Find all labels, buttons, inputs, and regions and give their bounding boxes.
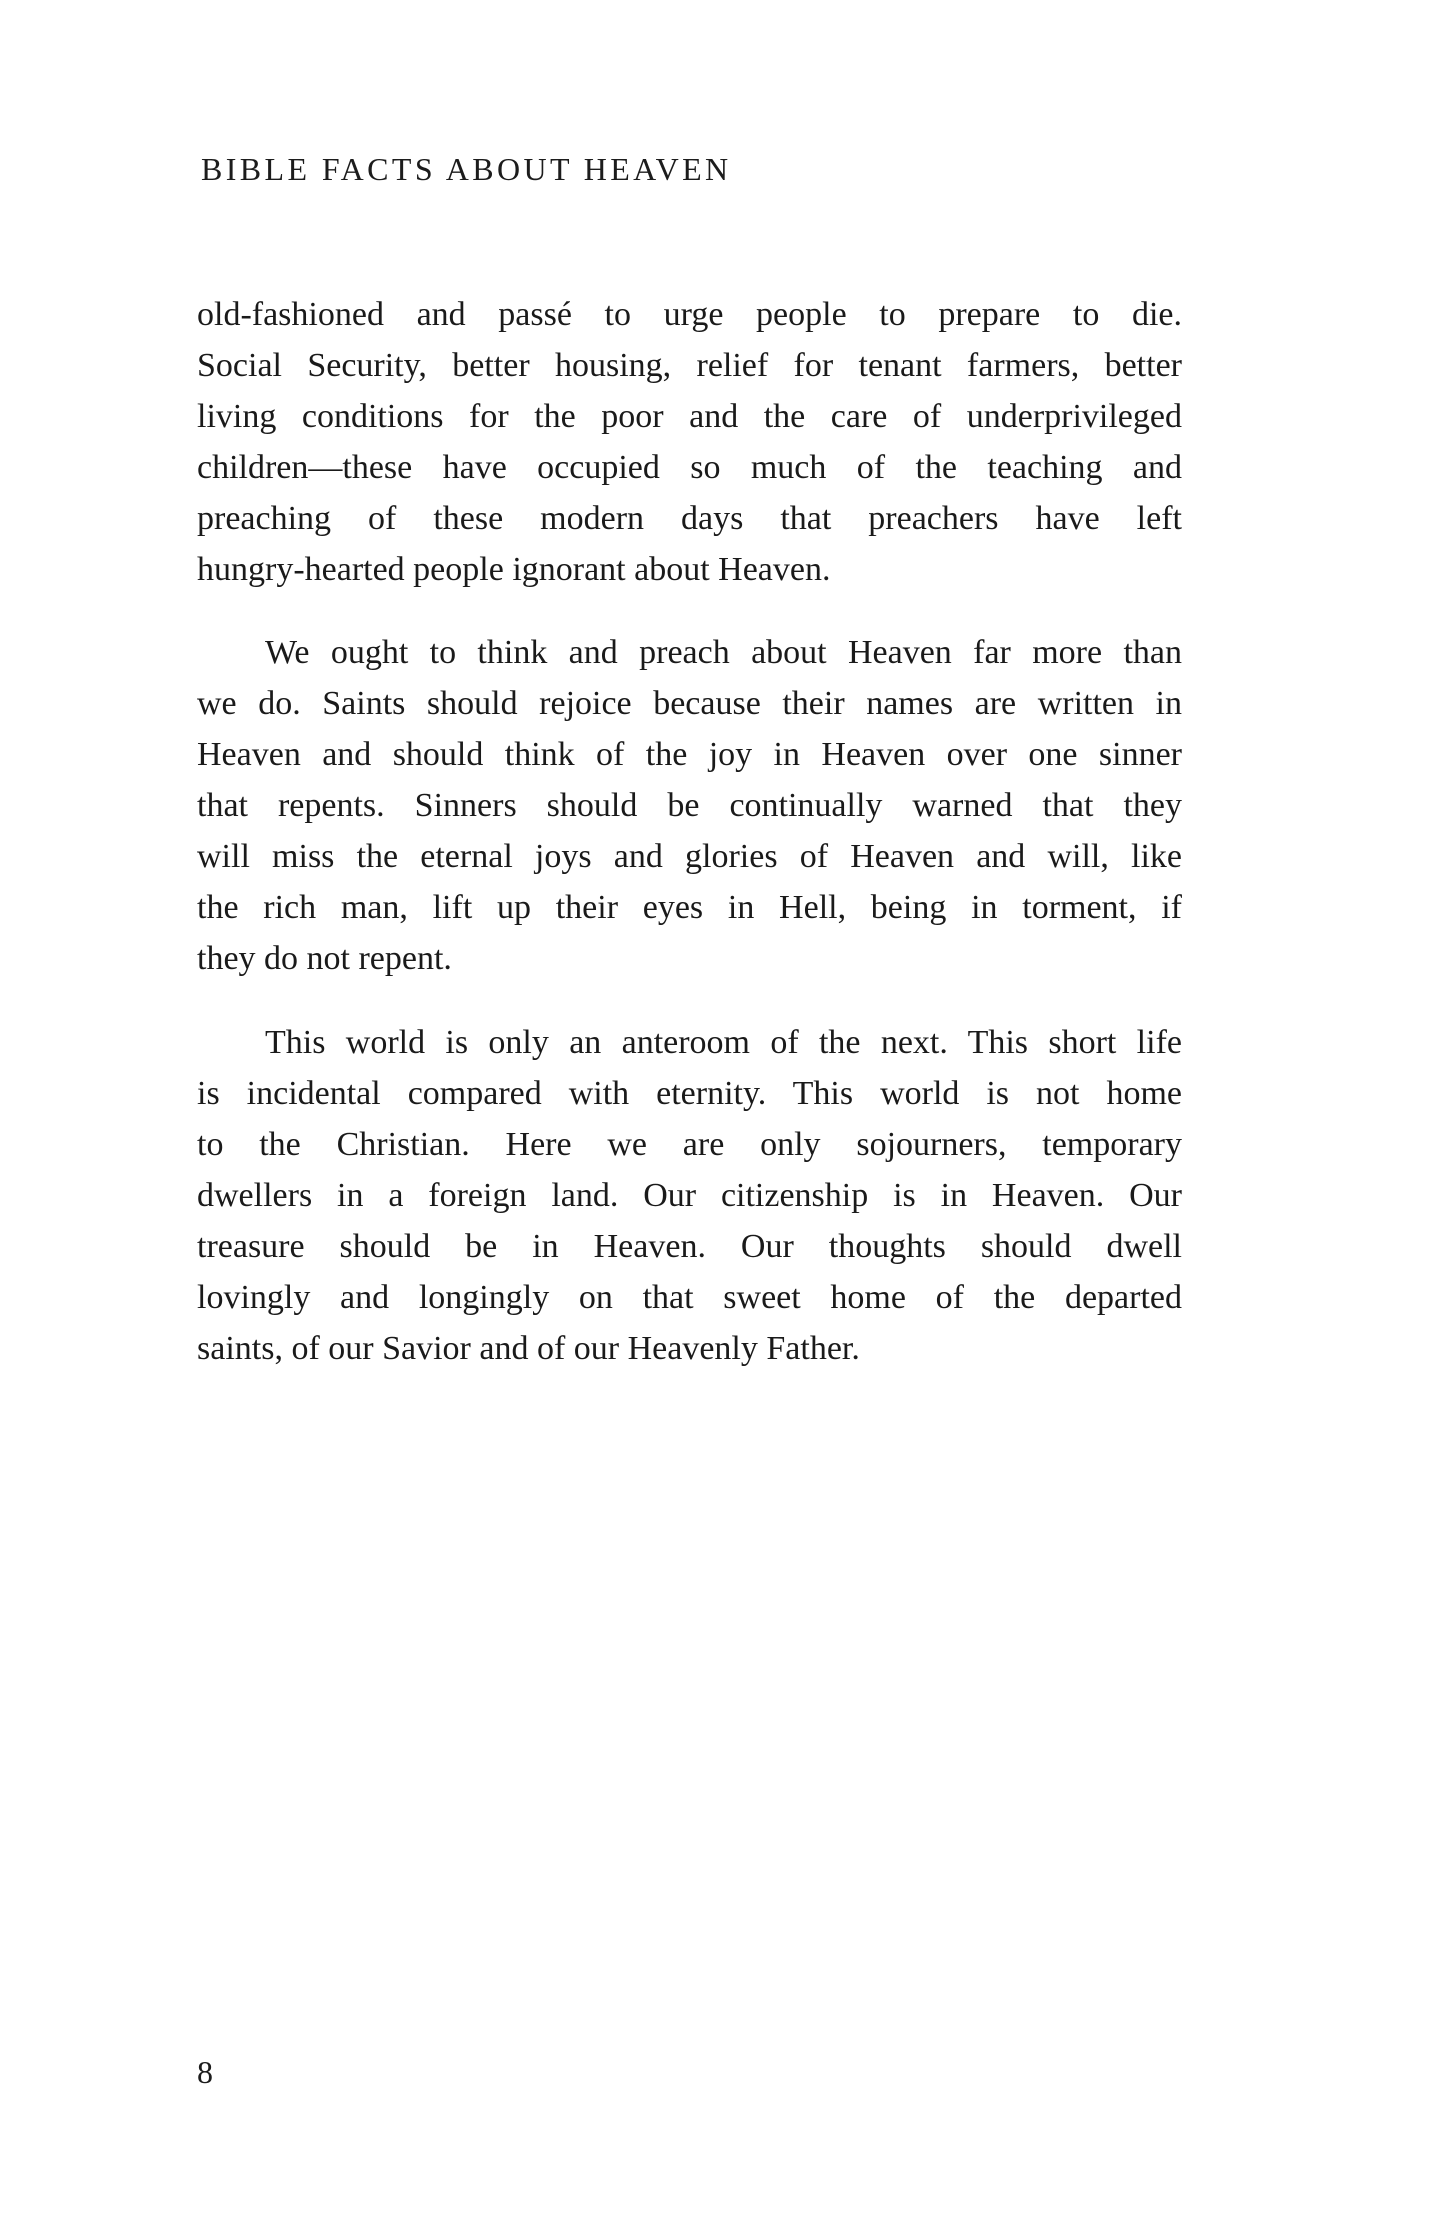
- text-line: We ought to think and preach about Heaven far more than: [265, 634, 1182, 671]
- text-line: Social Security, better housing, relief for tenant farmers, better: [197, 347, 1182, 384]
- paragraph-2: [197, 627, 1182, 984]
- text-line: children—these have occupied so much of the teaching and: [197, 449, 1182, 486]
- text-line: the rich man, lift up their eyes in Hell, being in torment, if: [197, 889, 1182, 926]
- text-line: Heaven and should think of the joy in Heaven over one sinner: [197, 736, 1182, 773]
- text-line: preaching of these modern days that preachers have left: [197, 500, 1182, 537]
- text-line: old-fashioned and passé to urge people to prepare to die.: [197, 296, 1182, 333]
- text-line: is incidental compared with eternity. This world is not home: [197, 1075, 1182, 1112]
- running-head: BIBLE FACTS ABOUT HEAVEN: [201, 151, 732, 187]
- text-line: dwellers in a foreign land. Our citizenship is in Heaven. Our: [197, 1177, 1182, 1214]
- text-line: treasure should be in Heaven. Our thoughts should dwell: [197, 1228, 1182, 1265]
- text-line: lovingly and longingly on that sweet home of the departed: [197, 1279, 1182, 1316]
- text-line: saints, of our Savior and of our Heavenly Father.: [197, 1330, 860, 1367]
- text-line: they do not repent.: [197, 940, 452, 977]
- text-line: will miss the eternal joys and glories of Heaven and will, like: [197, 838, 1182, 875]
- text-line: that repents. Sinners should be continually warned that they: [197, 787, 1182, 824]
- text-line: we do. Saints should rejoice because their names are written in: [197, 685, 1182, 722]
- text-line: to the Christian. Here we are only sojourners, temporary: [197, 1126, 1182, 1163]
- text-line: This world is only an anteroom of the next. This short life: [265, 1024, 1182, 1061]
- paragraph-1: [197, 289, 1182, 595]
- text-line: living conditions for the poor and the care of underprivileged: [197, 398, 1182, 435]
- text-line: hungry-hearted people ignorant about Heaven.: [197, 551, 831, 588]
- page-number: 8: [197, 2054, 213, 2090]
- paragraph-3: [197, 1017, 1182, 1374]
